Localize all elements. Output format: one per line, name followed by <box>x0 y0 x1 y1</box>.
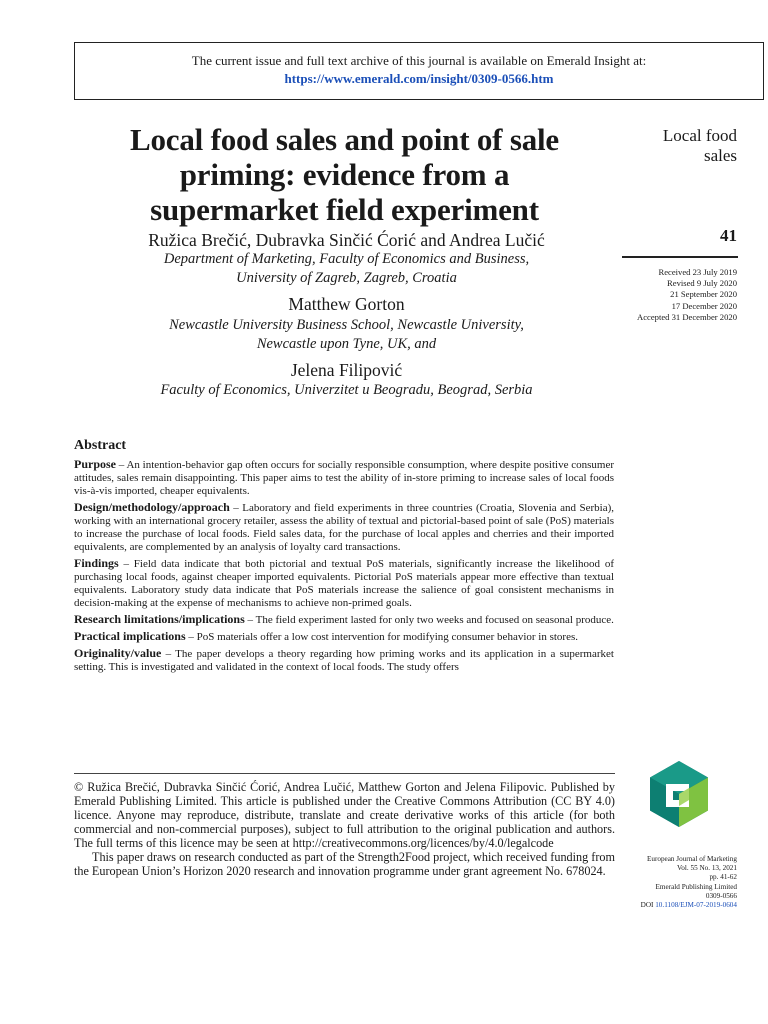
journal-name: European Journal of Marketing <box>646 855 737 863</box>
funding-note: This paper draws on research conducted as part of the Strength2Food project, which received funding from the European Union’s Horizon 2020 research and innovation programme under grant agreement No. 678024. <box>74 850 615 878</box>
abstract-section-text: The field experiment lasted for only two weeks and focused on seasonal produce. <box>255 614 614 626</box>
affiliation-3 <box>74 381 619 400</box>
abstract-section: Purpose – An intention-behavior gap often occurs for socially responsible consumption, where despite positive consumer attitudes, sales remain disappointing. This paper aims to test the ability of in-store priming to increase sales of local foods vis-à-vis imported, cheaper equivalents. <box>74 457 614 497</box>
page-number: 41 <box>720 226 737 245</box>
abstract-section-label: Originality/value <box>74 646 162 660</box>
affiliation-2 <box>74 316 619 354</box>
running-title <box>663 126 737 166</box>
affiliation-line: Faculty of Economics, Univerzitet u Beogradu, Beograd, Serbia <box>160 382 533 398</box>
journal-pages: pp. 41-62 <box>709 873 737 882</box>
abstract-section: Findings – Field data indicate that both pictorial and textual PoS materials, significantly increase the likelihood of purchasing local foods, against cheaper imported equivalents. Pictorial PoS materials appear more effective than textual equivalents. Laboratory study data indicate that PoS materials increase the salience of goal consistent mechanisms in decision-making at the expense of mechanisms to achieve non-primed goals. <box>74 556 614 609</box>
history-date: Accepted 31 December 2020 <box>637 311 737 322</box>
doi-link[interactable]: 10.1108/EJM-07-2019-0604 <box>655 901 737 910</box>
history-date: 21 September 2020 <box>670 289 737 300</box>
abstract-section-label: Purpose <box>74 457 116 471</box>
abstract-section-text: PoS materials offer a low cost intervention for modifying consumer behavior in stores. <box>196 631 579 643</box>
abstract-section-label: Design/methodology/approach <box>74 500 230 514</box>
running-title-line: Local food <box>662 126 737 145</box>
affiliation-line: University of Zagreb, Zagreb, Croatia <box>236 270 457 286</box>
running-title-line: sales <box>703 146 737 165</box>
abstract-section-text: Laboratory and field experiments in three countries (Croatia, Slovenia and Serbia), working with an international grocery retailer, assess the ability of textual and pictorial-based point of sale (PoS) materials to increase the purchase of local foods. Field sales data, for the purchase of local apples and cherries and their imported equivalents, are complemented by an analysis of loyalty card transactions. <box>74 502 614 553</box>
license-note: © Ružica Brečić, Dubravka Sinčić Ćorić, Andrea Lučić, Matthew Gorton and Jelena Filipovic. Published by Emerald Publishing Limited. This article is published under the Creative Commons Attribution (CC BY 4.0) licence. Anyone may reproduce, distribute, translate and create derivative works of this article (for both commercial and non-commercial purposes), subject to full attribution to the original publication and authors. The full terms of this licence may be seen at http://creativecommons.org/licences/by/4.0/legalcode <box>74 780 615 850</box>
journal-info <box>641 855 737 910</box>
abstract-section-label: Findings <box>74 556 119 570</box>
author-group-1: Ružica Brečić, Dubravka Sinčić Ćorić and Andrea Lučić <box>148 230 545 250</box>
history-date: 17 December 2020 <box>671 300 737 311</box>
journal-issn: 0309-0566 <box>705 891 737 900</box>
abstract-section-text: Field data indicate that both pictorial and textual PoS materials, significantly increase the likelihood of purchasing local foods, against cheaper imported equivalents. Pictorial PoS materials appear more effective than textual equivalents. Laboratory study data indicate that PoS materials increase the salience of goal consistent mechanisms in decision-making at the expense of mechanisms to achieve non-primed goals. <box>74 558 614 609</box>
affiliation-line: Newcastle upon Tyne, UK, and <box>256 336 437 352</box>
title-line: supermarket field experiment <box>150 192 539 227</box>
doi-label: DOI <box>640 901 654 910</box>
journal-url-link[interactable]: https://www.emerald.com/insight/0309-0566.htm <box>284 71 554 86</box>
archive-notice <box>74 42 764 100</box>
author-group-2: Matthew Gorton <box>288 294 405 314</box>
emerald-logo-icon <box>645 760 713 828</box>
side-divider <box>622 256 738 258</box>
affiliation-line: Newcastle University Business School, Newcastle University, <box>169 317 524 333</box>
abstract-section-label: Research limitations/implications <box>74 612 245 626</box>
title-line: Local food sales and point of sale <box>130 122 559 157</box>
abstract-section: Design/methodology/approach – Laboratory and field experiments in three countries (Croatia, Slovenia and Serbia), working with an international grocery retailer, assess the ability of textual and pictorial-based point of sale (PoS) materials to increase the purchase of local foods. Field sales data, for the purchase of local apples and cherries and their imported equivalents, are complemented by an analysis of loyalty card transactions. <box>74 500 614 553</box>
abstract-section: Practical implications – PoS materials offer a low cost intervention for modifying consumer behavior in stores. <box>74 629 579 643</box>
history-date: Revised 9 July 2020 <box>667 278 737 289</box>
affiliation-1 <box>74 250 619 288</box>
abstract-section: Research limitations/implications – The field experiment lasted for only two weeks and focused on seasonal produce. <box>74 612 614 626</box>
abstract-section-label: Practical implications <box>74 629 186 643</box>
abstract-section-text: An intention-behavior gap often occurs for socially responsible consumption, where despite positive consumer attitudes, sales remain disappointing. This paper aims to test the ability of in-store priming to increase sales of local foods vis-à-vis imported, cheaper equivalents. <box>74 459 614 497</box>
author-group-3: Jelena Filipović <box>290 360 403 380</box>
archive-notice-text: The current issue and full text archive of this journal is available on Emerald Insight at: <box>191 53 647 68</box>
abstract-section-text: The paper develops a theory regarding how priming works and its application in a supermarket setting. This is investigated and validated in the context of local foods. The study offers <box>74 648 614 673</box>
history-date: Received 23 July 2019 <box>658 267 737 277</box>
journal-doi <box>641 901 737 910</box>
journal-volume: Vol. 55 No. 13, 2021 <box>677 864 737 873</box>
title-line: priming: evidence from a <box>179 157 510 192</box>
affiliation-line: Department of Marketing, Faculty of Economics and Business, <box>163 251 530 267</box>
abstract-section: Originality/value – The paper develops a theory regarding how priming works and its application in a supermarket setting. This is investigated and validated in the context of local foods. The study offers <box>74 646 614 673</box>
article-history <box>637 267 737 323</box>
abstract-heading: Abstract <box>74 438 127 453</box>
journal-publisher: Emerald Publishing Limited <box>655 882 737 891</box>
abstract <box>74 438 614 677</box>
article-title <box>72 122 617 227</box>
footnote-divider <box>74 773 615 774</box>
footnote <box>74 780 615 878</box>
